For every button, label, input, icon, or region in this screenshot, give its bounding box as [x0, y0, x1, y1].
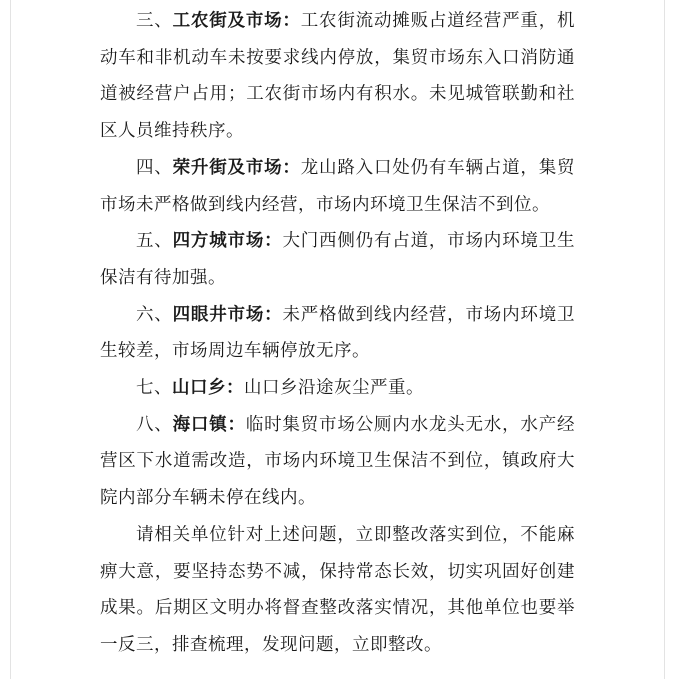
item-text: 大门西侧仍有占道，市场内环境卫生保洁有待加强。 [100, 231, 576, 288]
item-heading: 工农街及市场： [172, 11, 301, 31]
item-heading: 山口乡： [172, 378, 244, 399]
item-text: 工农街流动摊贩占道经营严重，机动车和非机动车未按要求线内停放，集贸市场东入口消防通道被经营户占用；工农街市场内有积水。未见城管联勤和社区人员维持秩序。 [100, 11, 576, 142]
item-text: 山口乡沿途灰尘严重。 [244, 378, 424, 399]
item-text: 未严格做到线内经营，市场内环境卫生较差，市场周边车辆停放无序。 [100, 304, 576, 362]
paragraph-gongnong [100, 3, 575, 150]
paragraph-rongsheng [100, 150, 575, 223]
item-number: 四、 [136, 157, 173, 178]
item-heading: 四方城市场： [172, 231, 283, 252]
page-left-border [10, 0, 11, 679]
item-number: 六、 [136, 304, 173, 325]
item-number: 八、 [136, 414, 173, 435]
paragraph-closing: 请相关单位针对上述问题，立即整改落实到位，不能麻痹大意，要坚持态势不减，保持常态长效，切实巩固好创建成果。后期区文明办将督查整改落实情况，其他单位也要举一反三，排查梳理，发现问题，立即整改。 [100, 524, 575, 655]
paragraph-haikou [100, 407, 575, 517]
paragraph-shankou [100, 370, 575, 407]
item-number: 五、 [136, 231, 173, 252]
item-heading: 海口镇： [172, 414, 246, 435]
page-right-border [664, 0, 665, 679]
paragraph-siyanjing [100, 297, 575, 370]
item-number: 七、 [136, 378, 172, 399]
paragraph-sifangcheng [100, 223, 575, 296]
item-text: 临时集贸市场公厕内水龙头无水，水产经营区下水道需改造，市场内环境卫生保洁不到位，镇政府大院内部分车辆未停在线内。 [100, 414, 576, 509]
item-heading: 四眼井市场： [172, 304, 283, 325]
item-number: 三、 [136, 11, 173, 31]
item-heading: 荣升街及市场： [172, 157, 301, 178]
item-text: 龙山路入口处仍有车辆占道，集贸市场未严格做到线内经营，市场内环境卫生保洁不到位。 [100, 157, 576, 215]
document-body [100, 3, 575, 664]
